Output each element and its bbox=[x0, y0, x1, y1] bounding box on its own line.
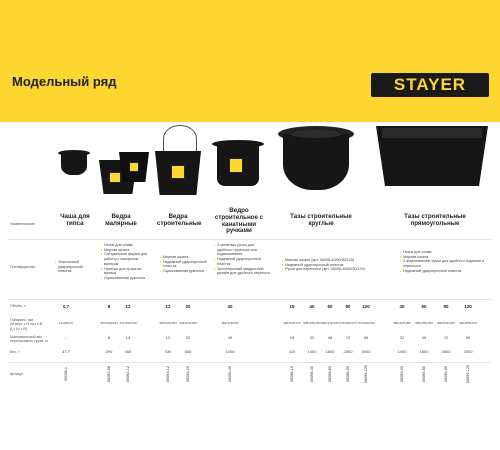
feature-item: Надежный ударопрочный пластик bbox=[400, 269, 490, 274]
volume-cell: 90 bbox=[345, 304, 351, 309]
load-cell: 96 bbox=[465, 335, 471, 340]
article-code-cell: 06098-60 bbox=[328, 365, 332, 383]
weight-cell: 1800 bbox=[325, 349, 335, 354]
article-code-cell: 06099-60 bbox=[422, 365, 426, 383]
article-code-cell: 06099-90 bbox=[444, 365, 448, 383]
dims-cell: 287x232x194 bbox=[100, 321, 118, 325]
load-cell: 72 bbox=[345, 335, 351, 340]
features-paint-buckets bbox=[101, 243, 151, 281]
weight-cell: 430 bbox=[164, 349, 172, 354]
volume-cell: 0,7 bbox=[62, 304, 70, 309]
feature-item: 2 канатные ручки для удобного переноса или подвешивания bbox=[214, 243, 270, 257]
volume-cell: 60 bbox=[421, 304, 427, 309]
feature-item: Насечки для прокатки валика bbox=[101, 267, 151, 276]
dims-cell: 124x81x97 bbox=[58, 321, 74, 325]
dims-cell: 483x370x353 bbox=[221, 321, 239, 325]
feature-item: Мерная шкала bbox=[400, 255, 490, 260]
feature-item: Ручки для переноски (арт. 06098-40/60/90/120) bbox=[282, 267, 382, 272]
volume-cell: 40 bbox=[399, 304, 405, 309]
row-label-dims-line2: (Ø верх х Ø низ х В bbox=[10, 322, 43, 327]
rectangular-tubs-image bbox=[376, 122, 488, 192]
volume-cell: 15 bbox=[289, 304, 295, 309]
load-cell: 40 bbox=[227, 335, 233, 340]
column-header-gypsum-bowl: Чаша для гипса bbox=[60, 213, 90, 227]
article-code-cell: 06093-20 bbox=[186, 365, 190, 383]
column-header-construction-buckets: Ведра строительные bbox=[157, 213, 202, 227]
row-label-dims bbox=[10, 318, 52, 331]
feature-item: Носик для слива bbox=[400, 250, 490, 255]
row-label-article: Артикул bbox=[10, 372, 24, 376]
feature-item: Эргономичный квадратный дизайн для удобного переноса bbox=[214, 267, 270, 276]
dims-cell: 306x273x293 bbox=[179, 321, 197, 325]
page-title: Модельный ряд bbox=[12, 74, 117, 89]
weight-cell: 1400 bbox=[397, 349, 407, 354]
article-code-cell: 06099-120 bbox=[466, 364, 470, 384]
article-code-cell: 06098-90 bbox=[346, 365, 350, 383]
row-separator bbox=[8, 362, 492, 363]
load-cell: – bbox=[64, 335, 68, 340]
weight-cell: 455 bbox=[124, 349, 132, 354]
article-code-cell: 06092-08 bbox=[107, 365, 111, 383]
load-cell: 48 bbox=[327, 335, 333, 340]
volume-cell: 12 bbox=[125, 304, 131, 309]
dims-cell: 584x343x305 bbox=[393, 321, 411, 325]
volume-cell: 12 bbox=[165, 304, 171, 309]
dims-cell: 775x590x440 bbox=[357, 321, 375, 325]
row-label-advantages: Преимущества bbox=[10, 265, 36, 269]
feature-item: Мерная шкала bbox=[160, 255, 208, 260]
dims-cell: 393x335x177 bbox=[283, 321, 301, 325]
brand-logo bbox=[371, 73, 489, 97]
construction-buckets-image bbox=[149, 125, 207, 200]
dims-cell: 373x252x230 bbox=[119, 321, 137, 325]
row-label-dims-line3: Д x Ш x В) bbox=[10, 326, 27, 331]
feature-item: Надежный ударопрочный пластик bbox=[160, 260, 208, 269]
load-cell: 12 bbox=[165, 335, 171, 340]
features-rope-bucket bbox=[214, 243, 270, 276]
weight-cell: 1400 bbox=[307, 349, 317, 354]
load-cell: 8 bbox=[107, 335, 111, 340]
row-label-weight: Вес, г bbox=[10, 350, 20, 354]
load-cell: 14 bbox=[125, 335, 131, 340]
dims-cell: 306x223x253 bbox=[159, 321, 177, 325]
weight-cell: 660 bbox=[184, 349, 192, 354]
load-cell: 32 bbox=[399, 335, 405, 340]
article-code-cell: 06098-40 bbox=[310, 365, 314, 383]
feature-item: Надежный ударопрочный пластик bbox=[214, 257, 270, 266]
load-cell: 15 bbox=[289, 335, 295, 340]
gypsum-bowl-image bbox=[58, 150, 90, 180]
row-label-volume: Объём, л bbox=[10, 304, 26, 308]
feature-item: Эластичный ударопрочный пластик bbox=[55, 260, 97, 274]
volume-cell: 60 bbox=[327, 304, 333, 309]
dims-cell: 505x405x293 bbox=[303, 321, 321, 325]
weight-cell: 290 bbox=[105, 349, 113, 354]
volume-cell: 120 bbox=[362, 304, 370, 309]
column-header-rope-bucket: Ведро строительное с канатными ручками bbox=[214, 207, 264, 235]
feature-item: 4 формованные ручки для удобного подъема и переноски bbox=[400, 259, 490, 268]
load-cell: 20 bbox=[185, 335, 191, 340]
feature-item: Оцинкованная рукоятка bbox=[160, 269, 208, 274]
volume-cell: 20 bbox=[185, 304, 191, 309]
column-header-paint-buckets: Ведра малярные bbox=[105, 213, 137, 227]
weight-cell: 2800 bbox=[441, 349, 451, 354]
column-header-round-tubs: Тазы строительные круглые bbox=[290, 213, 352, 227]
feature-item: Носик для слива bbox=[101, 243, 151, 248]
weight-cell: 47,7 bbox=[62, 349, 70, 354]
header-banner bbox=[0, 0, 500, 122]
dims-cell: 806x554x305 bbox=[437, 321, 455, 325]
feature-item: Надежный ударопрочный пластик bbox=[282, 263, 382, 268]
feature-item: Мерная шкала (арт. 06098-40/60/90/120) bbox=[282, 258, 382, 263]
article-code-cell: 06098-1 bbox=[64, 367, 68, 381]
weight-cell: 1006 bbox=[225, 349, 235, 354]
round-tubs-image bbox=[278, 122, 354, 194]
article-code-cell: 06093-12 bbox=[166, 365, 170, 383]
paint-buckets-image bbox=[93, 152, 151, 197]
load-cell: 96 bbox=[363, 335, 369, 340]
brand-logo-text: STAYER bbox=[393, 75, 467, 94]
volume-cell: 40 bbox=[227, 304, 233, 309]
volume-cell: 120 bbox=[464, 304, 472, 309]
row-separator bbox=[8, 239, 492, 240]
dims-cell: 585x474x343 bbox=[321, 321, 339, 325]
features-gypsum-bowl bbox=[55, 260, 97, 274]
feature-item: Мерная шкала bbox=[101, 248, 151, 253]
volume-cell: 8 bbox=[107, 304, 111, 309]
weight-cell: 420 bbox=[288, 349, 296, 354]
features-construction-buckets bbox=[160, 255, 208, 274]
feature-item: Специальная форма для работы с малярным валиком bbox=[101, 252, 151, 266]
load-cell: 48 bbox=[421, 335, 427, 340]
dims-cell: 905x555x313 bbox=[459, 321, 477, 325]
dims-cell: 675x495x373 bbox=[339, 321, 357, 325]
column-header-rect-tubs: Тазы строительные прямоугольные bbox=[404, 213, 466, 227]
weight-cell: 3000 bbox=[361, 349, 371, 354]
row-label-load: Максимальный вес переносимого груза, кг bbox=[10, 335, 49, 344]
article-code-cell: 06095-40 bbox=[228, 365, 232, 383]
load-cell: 72 bbox=[443, 335, 449, 340]
article-code-cell: 06098-120 bbox=[364, 364, 368, 384]
load-cell: 32 bbox=[309, 335, 315, 340]
article-code-cell: 06098-15 bbox=[290, 365, 294, 383]
article-code-cell: 06092-12 bbox=[126, 365, 130, 383]
features-round-tubs bbox=[282, 258, 382, 272]
weight-cell: 1800 bbox=[419, 349, 429, 354]
features-rect-tubs bbox=[400, 250, 490, 274]
feature-item: Оцинкованная рукоятка bbox=[101, 276, 151, 281]
weight-cell: 3000 bbox=[463, 349, 473, 354]
volume-cell: 90 bbox=[443, 304, 449, 309]
row-label-dims-line1: Габариты, мм bbox=[10, 318, 33, 322]
row-separator bbox=[8, 299, 492, 300]
article-code-cell: 06099-40 bbox=[400, 365, 404, 383]
rope-handle-bucket-image bbox=[212, 132, 264, 192]
row-label-name: Наименование bbox=[10, 222, 35, 226]
weight-cell: 2800 bbox=[343, 349, 353, 354]
dims-cell: 665x455x293 bbox=[415, 321, 433, 325]
volume-cell: 40 bbox=[309, 304, 315, 309]
